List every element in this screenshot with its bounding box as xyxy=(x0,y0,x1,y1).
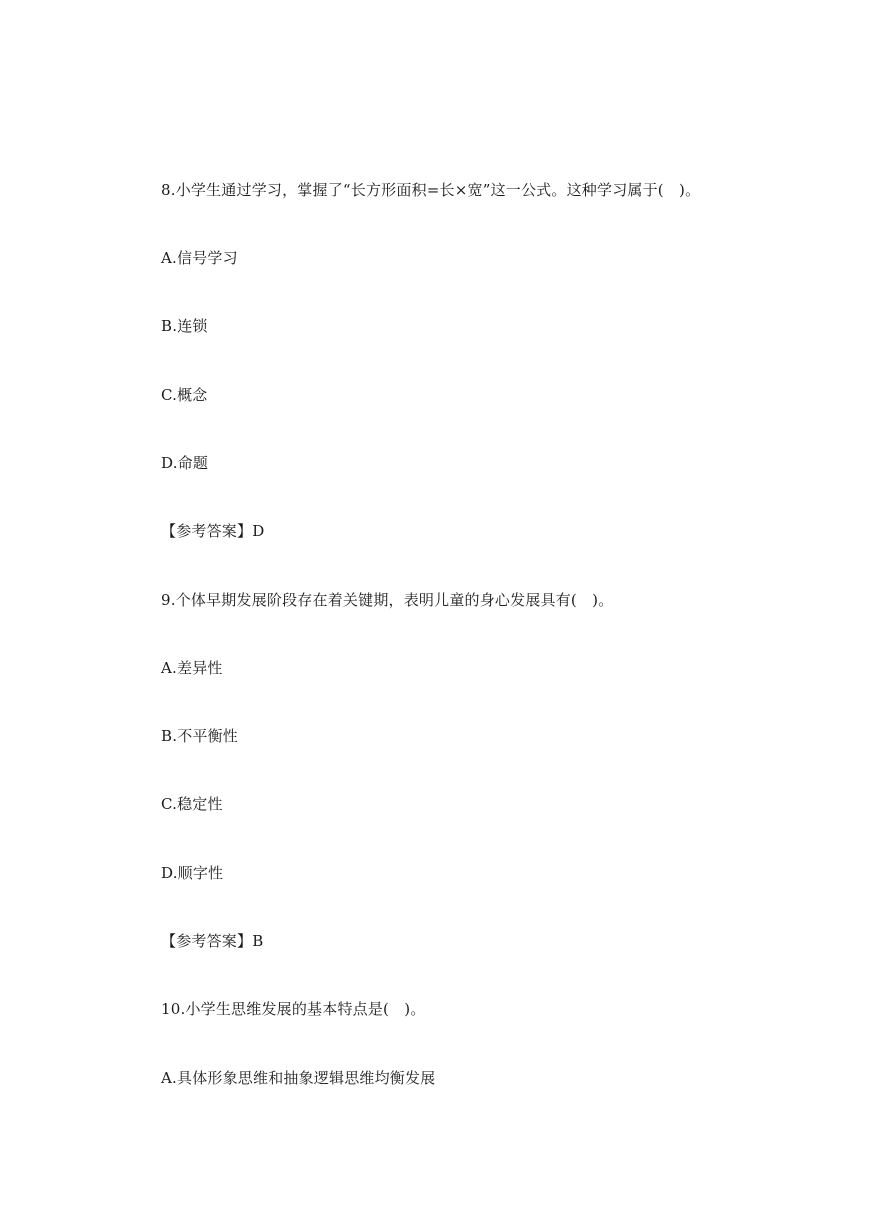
question-10-option-a: A.具体形象思维和抽象逻辑思维均衡发展 xyxy=(161,1069,436,1087)
question-9-option-c: C.稳定性 xyxy=(161,795,223,813)
question-8-option-c: C.概念 xyxy=(161,386,208,404)
question-9-answer: 【参考答案】B xyxy=(161,932,264,950)
question-8-option-d: D.命题 xyxy=(161,454,209,472)
question-9-option-a: A.差异性 xyxy=(161,659,223,677)
question-8-option-a: A.信号学习 xyxy=(161,249,238,267)
question-9-option-b: B.不平衡性 xyxy=(161,727,238,745)
question-8-option-b: B.连锁 xyxy=(161,317,208,335)
question-8-stem: 8.小学生通过学习，掌握了“长方形面积=长×宽”这一公式。这种学习属于( )。 xyxy=(161,181,701,199)
question-9-option-d: D.顺字性 xyxy=(161,864,224,882)
question-9-stem: 9.个体早期发展阶段存在着关键期，表明儿童的身心发展具有( )。 xyxy=(161,591,614,609)
question-8-answer: 【参考答案】D xyxy=(161,522,265,540)
question-10-stem: 10.小学生思维发展的基本特点是( )。 xyxy=(161,1000,426,1018)
